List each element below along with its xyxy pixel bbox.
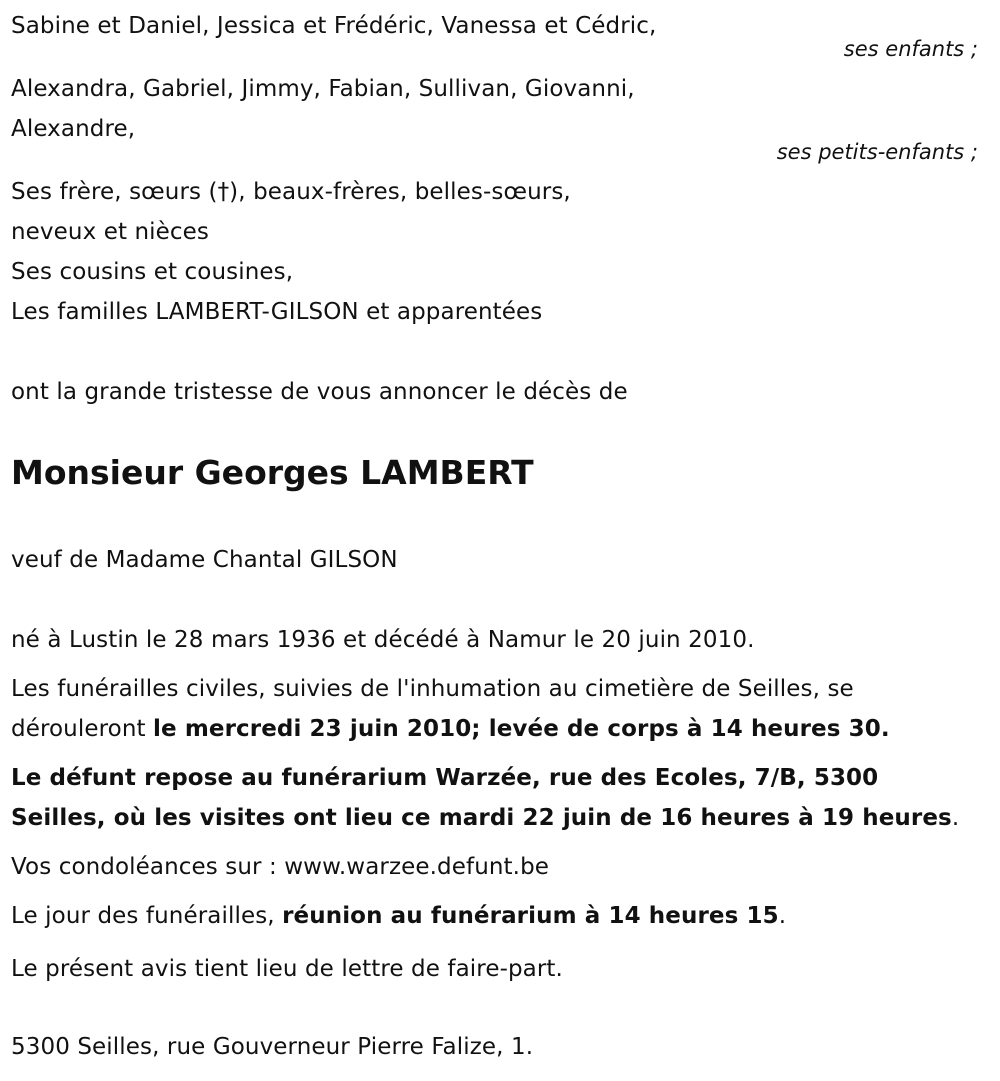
grandchildren-role: ses petits-enfants ;	[776, 140, 978, 164]
siblings-line-1: Ses frère, sœurs (†), beaux-frères, belles-sœurs,	[11, 179, 571, 205]
repose-line-2-end: .	[951, 805, 960, 831]
widower-of-line: veuf de Madame Chantal GILSON	[11, 547, 398, 573]
meeting-prefix: Le jour des funérailles,	[11, 903, 283, 929]
repose-visits: Seilles, où les visites ont lieu ce mardi 22 juin de 16 heures à 19 heures	[11, 805, 952, 831]
meeting-line	[11, 901, 786, 931]
repose-line-2	[11, 803, 959, 833]
meeting-end: .	[778, 903, 787, 929]
address-line: 5300 Seilles, rue Gouverneur Pierre Falize, 1.	[11, 1034, 534, 1060]
birth-death-line: né à Lustin le 28 mars 1936 et décédé à Namur le 20 juin 2010.	[11, 627, 755, 653]
funeral-date-time: le mercredi 23 juin 2010; levée de corps à 14 heures 30.	[153, 716, 890, 742]
meeting-time: réunion au funérarium à 14 heures 15	[282, 903, 779, 929]
deceased-name: Monsieur Georges LAMBERT	[11, 453, 534, 492]
siblings-line-2: neveux et nièces	[11, 219, 209, 245]
notice-line: Le présent avis tient lieu de lettre de faire-part.	[11, 956, 563, 982]
announcement-intro: ont la grande tristesse de vous annoncer le décès de	[11, 379, 628, 405]
repose-line-1: Le défunt repose au funérarium Warzée, rue des Ecoles, 7/B, 5300	[11, 765, 879, 791]
condolences-line: Vos condoléances sur : www.warzee.defunt.be	[11, 854, 550, 880]
funeral-line-2	[11, 714, 890, 744]
cousins-line: Ses cousins et cousines,	[11, 259, 294, 285]
funeral-line-2-prefix: dérouleront	[11, 716, 154, 742]
families-line: Les familles LAMBERT-GILSON et apparentées	[11, 299, 543, 325]
grandchildren-line-1: Alexandra, Gabriel, Jimmy, Fabian, Sullivan, Giovanni,	[11, 76, 635, 102]
grandchildren-line-2: Alexandre,	[11, 116, 136, 142]
children-role: ses enfants ;	[843, 37, 978, 61]
funeral-line-1: Les funérailles civiles, suivies de l'inhumation au cimetière de Seilles, se	[11, 676, 854, 702]
children-line: Sabine et Daniel, Jessica et Frédéric, Vanessa et Cédric,	[11, 13, 657, 39]
